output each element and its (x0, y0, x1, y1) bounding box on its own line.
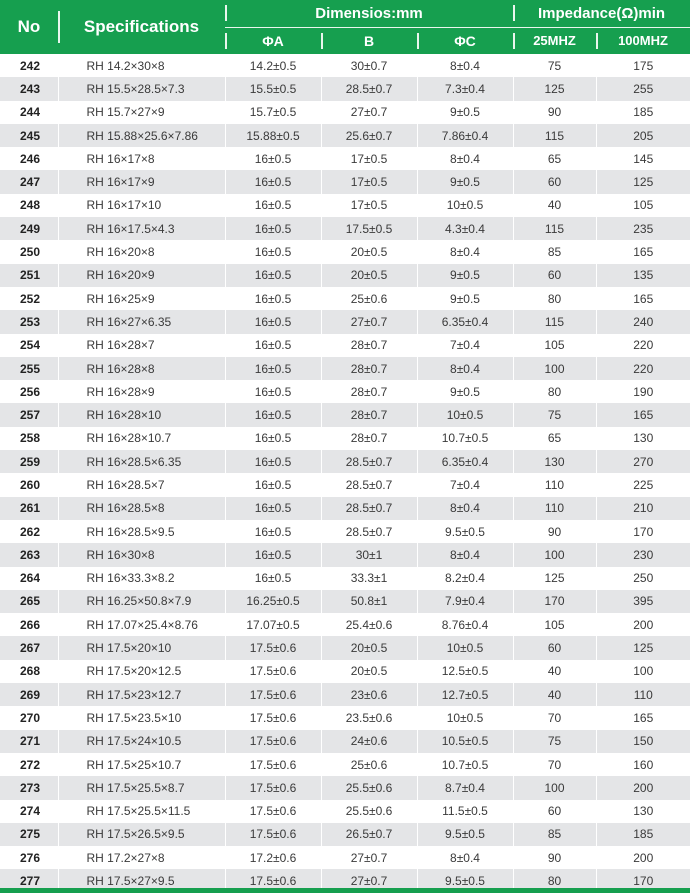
cell-no: 248 (0, 194, 58, 217)
cell-phi-c: 9.5±0.5 (417, 520, 513, 543)
cell-no: 268 (0, 660, 58, 683)
cell-impedance-100mhz: 200 (596, 613, 690, 636)
cell-impedance-25mhz: 110 (513, 497, 596, 520)
cell-specification: RH 17.5×23×12.7 (58, 683, 225, 706)
cell-phi-a: 16±0.5 (225, 427, 321, 450)
cell-phi-c: 10.7±0.5 (417, 427, 513, 450)
cell-specification: RH 15.7×27×9 (58, 101, 225, 124)
cell-no: 273 (0, 776, 58, 799)
cell-phi-c: 11.5±0.5 (417, 800, 513, 823)
cell-impedance-100mhz: 190 (596, 380, 690, 403)
cell-phi-a: 16±0.5 (225, 147, 321, 170)
table-row (0, 730, 690, 753)
cell-impedance-100mhz: 220 (596, 334, 690, 357)
header-specifications: Specifications (58, 0, 225, 54)
cell-impedance-25mhz: 85 (513, 823, 596, 846)
cell-specification: RH 16×28×10 (58, 403, 225, 426)
cell-impedance-25mhz: 75 (513, 730, 596, 753)
cell-impedance-100mhz: 170 (596, 520, 690, 543)
cell-no: 244 (0, 101, 58, 124)
table-row (0, 240, 690, 263)
cell-phi-c: 9±0.5 (417, 264, 513, 287)
table-row (0, 217, 690, 240)
cell-b: 33.3±1 (321, 567, 417, 590)
cell-phi-c: 10.5±0.5 (417, 730, 513, 753)
cell-impedance-100mhz: 135 (596, 264, 690, 287)
cell-no: 276 (0, 846, 58, 869)
cell-impedance-25mhz: 60 (513, 170, 596, 193)
cell-impedance-25mhz: 90 (513, 846, 596, 869)
cell-no: 255 (0, 357, 58, 380)
cell-impedance-25mhz: 80 (513, 380, 596, 403)
cell-b: 27±0.7 (321, 846, 417, 869)
cell-impedance-25mhz: 70 (513, 753, 596, 776)
cell-b: 23±0.6 (321, 683, 417, 706)
table-row (0, 660, 690, 683)
cell-specification: RH 15.88×25.6×7.86 (58, 124, 225, 147)
cell-no: 263 (0, 543, 58, 566)
cell-phi-a: 17.5±0.6 (225, 660, 321, 683)
cell-phi-c: 10.7±0.5 (417, 753, 513, 776)
cell-impedance-25mhz: 105 (513, 613, 596, 636)
table-row (0, 846, 690, 869)
table-row (0, 101, 690, 124)
cell-b: 27±0.7 (321, 869, 417, 893)
cell-specification: RH 17.5×27×9.5 (58, 869, 225, 893)
cell-specification: RH 16×17×9 (58, 170, 225, 193)
cell-impedance-25mhz: 40 (513, 194, 596, 217)
cell-impedance-25mhz: 65 (513, 147, 596, 170)
cell-phi-a: 15.5±0.5 (225, 77, 321, 100)
cell-impedance-100mhz: 105 (596, 194, 690, 217)
cell-impedance-100mhz: 205 (596, 124, 690, 147)
cell-impedance-25mhz: 80 (513, 287, 596, 310)
cell-no: 267 (0, 636, 58, 659)
cell-phi-a: 16±0.5 (225, 334, 321, 357)
cell-phi-a: 16±0.5 (225, 310, 321, 333)
cell-specification: RH 16×20×8 (58, 240, 225, 263)
cell-phi-a: 16±0.5 (225, 357, 321, 380)
cell-phi-a: 16±0.5 (225, 264, 321, 287)
cell-specification: RH 16×28.5×8 (58, 497, 225, 520)
cell-specification: RH 16×28×9 (58, 380, 225, 403)
cell-impedance-25mhz: 75 (513, 403, 596, 426)
cell-impedance-25mhz: 60 (513, 264, 596, 287)
cell-b: 17±0.5 (321, 147, 417, 170)
cell-impedance-25mhz: 90 (513, 520, 596, 543)
cell-phi-a: 16±0.5 (225, 520, 321, 543)
cell-no: 271 (0, 730, 58, 753)
cell-impedance-25mhz: 65 (513, 427, 596, 450)
table-row (0, 590, 690, 613)
cell-impedance-100mhz: 220 (596, 357, 690, 380)
cell-specification: RH 17.5×23.5×10 (58, 706, 225, 729)
cell-no: 246 (0, 147, 58, 170)
cell-phi-a: 16±0.5 (225, 380, 321, 403)
cell-no: 253 (0, 310, 58, 333)
cell-impedance-100mhz: 145 (596, 147, 690, 170)
cell-b: 17.5±0.5 (321, 217, 417, 240)
cell-phi-c: 8.76±0.4 (417, 613, 513, 636)
cell-specification: RH 16×17.5×4.3 (58, 217, 225, 240)
cell-impedance-100mhz: 130 (596, 800, 690, 823)
cell-specification: RH 17.5×26.5×9.5 (58, 823, 225, 846)
cell-phi-c: 8±0.4 (417, 543, 513, 566)
cell-impedance-100mhz: 165 (596, 240, 690, 263)
table-row (0, 776, 690, 799)
cell-phi-c: 8±0.4 (417, 497, 513, 520)
table-row (0, 823, 690, 846)
cell-no: 264 (0, 567, 58, 590)
cell-no: 251 (0, 264, 58, 287)
cell-impedance-25mhz: 115 (513, 310, 596, 333)
cell-b: 25.6±0.7 (321, 124, 417, 147)
cell-no: 269 (0, 683, 58, 706)
cell-impedance-25mhz: 40 (513, 660, 596, 683)
header-no: No (0, 0, 58, 54)
cell-b: 28±0.7 (321, 334, 417, 357)
table-row (0, 54, 690, 77)
cell-specification: RH 17.5×24×10.5 (58, 730, 225, 753)
table-row (0, 613, 690, 636)
cell-specification: RH 16×17×8 (58, 147, 225, 170)
cell-b: 27±0.7 (321, 310, 417, 333)
cell-impedance-25mhz: 115 (513, 217, 596, 240)
cell-b: 20±0.5 (321, 264, 417, 287)
cell-phi-a: 17.5±0.6 (225, 636, 321, 659)
cell-impedance-25mhz: 100 (513, 543, 596, 566)
cell-impedance-100mhz: 240 (596, 310, 690, 333)
cell-impedance-100mhz: 230 (596, 543, 690, 566)
cell-phi-a: 16±0.5 (225, 543, 321, 566)
cell-specification: RH 17.5×20×10 (58, 636, 225, 659)
cell-b: 28.5±0.7 (321, 520, 417, 543)
cell-b: 27±0.7 (321, 101, 417, 124)
cell-no: 249 (0, 217, 58, 240)
cell-phi-a: 17.2±0.6 (225, 846, 321, 869)
cell-b: 30±1 (321, 543, 417, 566)
cell-specification: RH 16×33.3×8.2 (58, 567, 225, 590)
cell-impedance-25mhz: 85 (513, 240, 596, 263)
cell-phi-c: 8.2±0.4 (417, 567, 513, 590)
table-row (0, 124, 690, 147)
cell-no: 250 (0, 240, 58, 263)
cell-b: 25.4±0.6 (321, 613, 417, 636)
cell-phi-c: 10±0.5 (417, 194, 513, 217)
cell-impedance-100mhz: 165 (596, 403, 690, 426)
cell-impedance-100mhz: 165 (596, 706, 690, 729)
cell-phi-c: 6.35±0.4 (417, 310, 513, 333)
cell-impedance-25mhz: 125 (513, 567, 596, 590)
table-body (0, 54, 690, 893)
cell-phi-c: 9±0.5 (417, 170, 513, 193)
cell-b: 28.5±0.7 (321, 473, 417, 496)
cell-b: 28±0.7 (321, 403, 417, 426)
table-row (0, 264, 690, 287)
cell-phi-a: 17.5±0.6 (225, 823, 321, 846)
cell-phi-c: 9.5±0.5 (417, 869, 513, 893)
cell-impedance-25mhz: 115 (513, 124, 596, 147)
cell-b: 28.5±0.7 (321, 497, 417, 520)
cell-impedance-100mhz: 130 (596, 427, 690, 450)
header-100mhz: 100MHZ (596, 27, 690, 54)
cell-phi-c: 8±0.4 (417, 240, 513, 263)
cell-b: 30±0.7 (321, 54, 417, 77)
cell-impedance-100mhz: 170 (596, 869, 690, 893)
cell-specification: RH 16×28×7 (58, 334, 225, 357)
cell-impedance-100mhz: 175 (596, 54, 690, 77)
table-row (0, 567, 690, 590)
cell-impedance-25mhz: 100 (513, 357, 596, 380)
cell-no: 275 (0, 823, 58, 846)
cell-phi-a: 16±0.5 (225, 450, 321, 473)
table-row (0, 520, 690, 543)
cell-b: 28.5±0.7 (321, 77, 417, 100)
table-row (0, 753, 690, 776)
cell-no: 256 (0, 380, 58, 403)
cell-phi-c: 6.35±0.4 (417, 450, 513, 473)
cell-specification: RH 17.5×20×12.5 (58, 660, 225, 683)
cell-phi-c: 8.7±0.4 (417, 776, 513, 799)
cell-no: 258 (0, 427, 58, 450)
cell-impedance-100mhz: 100 (596, 660, 690, 683)
cell-impedance-100mhz: 200 (596, 776, 690, 799)
cell-phi-a: 16±0.5 (225, 287, 321, 310)
cell-phi-a: 15.88±0.5 (225, 124, 321, 147)
cell-no: 257 (0, 403, 58, 426)
cell-specification: RH 15.5×28.5×7.3 (58, 77, 225, 100)
header-b: B (321, 27, 417, 54)
cell-impedance-100mhz: 185 (596, 823, 690, 846)
cell-impedance-25mhz: 40 (513, 683, 596, 706)
cell-impedance-100mhz: 235 (596, 217, 690, 240)
cell-b: 25±0.6 (321, 287, 417, 310)
cell-phi-a: 17.5±0.6 (225, 869, 321, 893)
table-row (0, 380, 690, 403)
cell-no: 261 (0, 497, 58, 520)
cell-no: 260 (0, 473, 58, 496)
cell-phi-a: 17.5±0.6 (225, 730, 321, 753)
cell-impedance-25mhz: 100 (513, 776, 596, 799)
table-row (0, 147, 690, 170)
cell-phi-c: 8±0.4 (417, 846, 513, 869)
cell-specification: RH 17.07×25.4×8.76 (58, 613, 225, 636)
header-impedance: Impedance(Ω)min (513, 0, 690, 27)
cell-phi-c: 8±0.4 (417, 147, 513, 170)
cell-impedance-100mhz: 395 (596, 590, 690, 613)
cell-b: 20±0.5 (321, 660, 417, 683)
header-phi-c: ΦC (417, 27, 513, 54)
cell-impedance-100mhz: 150 (596, 730, 690, 753)
table-row (0, 310, 690, 333)
table-row (0, 77, 690, 100)
cell-specification: RH 16×28×10.7 (58, 427, 225, 450)
cell-impedance-25mhz: 170 (513, 590, 596, 613)
cell-no: 252 (0, 287, 58, 310)
cell-phi-c: 9.5±0.5 (417, 823, 513, 846)
cell-specification: RH 17.2×27×8 (58, 846, 225, 869)
table-row (0, 543, 690, 566)
table-row (0, 800, 690, 823)
header-dimensions: Dimensios:mm (225, 0, 513, 27)
table-row (0, 287, 690, 310)
cell-no: 266 (0, 613, 58, 636)
table-row (0, 636, 690, 659)
cell-b: 23.5±0.6 (321, 706, 417, 729)
table-row (0, 497, 690, 520)
cell-phi-a: 17.5±0.6 (225, 683, 321, 706)
cell-phi-c: 7.9±0.4 (417, 590, 513, 613)
cell-specification: RH 14.2×30×8 (58, 54, 225, 77)
cell-phi-c: 9±0.5 (417, 101, 513, 124)
cell-impedance-100mhz: 160 (596, 753, 690, 776)
cell-phi-a: 16±0.5 (225, 240, 321, 263)
cell-impedance-25mhz: 110 (513, 473, 596, 496)
cell-impedance-100mhz: 200 (596, 846, 690, 869)
table-row (0, 357, 690, 380)
cell-no: 259 (0, 450, 58, 473)
cell-phi-c: 7.3±0.4 (417, 77, 513, 100)
cell-phi-c: 10±0.5 (417, 706, 513, 729)
table-row (0, 427, 690, 450)
cell-no: 277 (0, 869, 58, 893)
cell-b: 28±0.7 (321, 380, 417, 403)
cell-b: 28±0.7 (321, 357, 417, 380)
table-row (0, 706, 690, 729)
cell-specification: RH 16×27×6.35 (58, 310, 225, 333)
cell-impedance-100mhz: 250 (596, 567, 690, 590)
cell-impedance-25mhz: 75 (513, 54, 596, 77)
cell-impedance-25mhz: 60 (513, 636, 596, 659)
cell-phi-c: 10±0.5 (417, 403, 513, 426)
cell-b: 50.8±1 (321, 590, 417, 613)
cell-b: 20±0.5 (321, 240, 417, 263)
table-row (0, 473, 690, 496)
cell-impedance-25mhz: 105 (513, 334, 596, 357)
table-row (0, 450, 690, 473)
cell-b: 25.5±0.6 (321, 800, 417, 823)
cell-no: 245 (0, 124, 58, 147)
cell-b: 20±0.5 (321, 636, 417, 659)
cell-impedance-25mhz: 125 (513, 77, 596, 100)
header-phi-a: ΦA (225, 27, 321, 54)
cell-phi-a: 17.5±0.6 (225, 800, 321, 823)
cell-no: 272 (0, 753, 58, 776)
cell-impedance-100mhz: 270 (596, 450, 690, 473)
cell-impedance-100mhz: 165 (596, 287, 690, 310)
cell-b: 17±0.5 (321, 194, 417, 217)
cell-no: 242 (0, 54, 58, 77)
cell-impedance-25mhz: 80 (513, 869, 596, 893)
cell-phi-a: 17.07±0.5 (225, 613, 321, 636)
cell-specification: RH 16×25×9 (58, 287, 225, 310)
cell-phi-c: 8±0.4 (417, 357, 513, 380)
cell-phi-a: 15.7±0.5 (225, 101, 321, 124)
cell-phi-a: 14.2±0.5 (225, 54, 321, 77)
cell-phi-c: 7±0.4 (417, 473, 513, 496)
cell-phi-a: 17.5±0.6 (225, 776, 321, 799)
cell-specification: RH 17.5×25.5×8.7 (58, 776, 225, 799)
cell-impedance-25mhz: 130 (513, 450, 596, 473)
cell-impedance-100mhz: 125 (596, 170, 690, 193)
cell-no: 270 (0, 706, 58, 729)
cell-specification: RH 16×28.5×7 (58, 473, 225, 496)
cell-phi-c: 10±0.5 (417, 636, 513, 659)
table-header (0, 0, 690, 54)
cell-phi-a: 16.25±0.5 (225, 590, 321, 613)
table-row (0, 683, 690, 706)
cell-specification: RH 16.25×50.8×7.9 (58, 590, 225, 613)
cell-b: 28±0.7 (321, 427, 417, 450)
cell-impedance-100mhz: 110 (596, 683, 690, 706)
cell-phi-a: 16±0.5 (225, 194, 321, 217)
cell-phi-a: 16±0.5 (225, 403, 321, 426)
cell-b: 25±0.6 (321, 753, 417, 776)
cell-b: 24±0.6 (321, 730, 417, 753)
cell-phi-a: 17.5±0.6 (225, 753, 321, 776)
cell-specification: RH 16×17×10 (58, 194, 225, 217)
cell-specification: RH 16×20×9 (58, 264, 225, 287)
bottom-bar (0, 888, 690, 893)
cell-phi-c: 12.7±0.5 (417, 683, 513, 706)
cell-phi-c: 4.3±0.4 (417, 217, 513, 240)
cell-impedance-25mhz: 90 (513, 101, 596, 124)
header-25mhz: 25MHZ (513, 27, 596, 54)
cell-phi-a: 17.5±0.6 (225, 706, 321, 729)
cell-impedance-100mhz: 210 (596, 497, 690, 520)
table-row (0, 170, 690, 193)
cell-specification: RH 17.5×25×10.7 (58, 753, 225, 776)
cell-b: 17±0.5 (321, 170, 417, 193)
cell-specification: RH 16×28.5×6.35 (58, 450, 225, 473)
cell-specification: RH 17.5×25.5×11.5 (58, 800, 225, 823)
cell-impedance-100mhz: 225 (596, 473, 690, 496)
cell-phi-a: 16±0.5 (225, 497, 321, 520)
cell-b: 26.5±0.7 (321, 823, 417, 846)
cell-phi-a: 16±0.5 (225, 567, 321, 590)
cell-phi-c: 12.5±0.5 (417, 660, 513, 683)
cell-b: 25.5±0.6 (321, 776, 417, 799)
cell-impedance-100mhz: 185 (596, 101, 690, 124)
cell-specification: RH 16×30×8 (58, 543, 225, 566)
cell-phi-a: 16±0.5 (225, 217, 321, 240)
cell-phi-c: 8±0.4 (417, 54, 513, 77)
cell-b: 28.5±0.7 (321, 450, 417, 473)
cell-no: 243 (0, 77, 58, 100)
cell-phi-c: 9±0.5 (417, 287, 513, 310)
cell-specification: RH 16×28.5×9.5 (58, 520, 225, 543)
cell-phi-a: 16±0.5 (225, 170, 321, 193)
cell-impedance-25mhz: 70 (513, 706, 596, 729)
cell-specification: RH 16×28×8 (58, 357, 225, 380)
cell-phi-a: 16±0.5 (225, 473, 321, 496)
cell-impedance-25mhz: 60 (513, 800, 596, 823)
cell-phi-c: 9±0.5 (417, 380, 513, 403)
table-row (0, 334, 690, 357)
cell-no: 254 (0, 334, 58, 357)
cell-no: 247 (0, 170, 58, 193)
cell-impedance-100mhz: 125 (596, 636, 690, 659)
cell-impedance-100mhz: 255 (596, 77, 690, 100)
cell-no: 274 (0, 800, 58, 823)
cell-no: 262 (0, 520, 58, 543)
table-row (0, 403, 690, 426)
table-row (0, 194, 690, 217)
cell-phi-c: 7.86±0.4 (417, 124, 513, 147)
cell-phi-c: 7±0.4 (417, 334, 513, 357)
cell-no: 265 (0, 590, 58, 613)
